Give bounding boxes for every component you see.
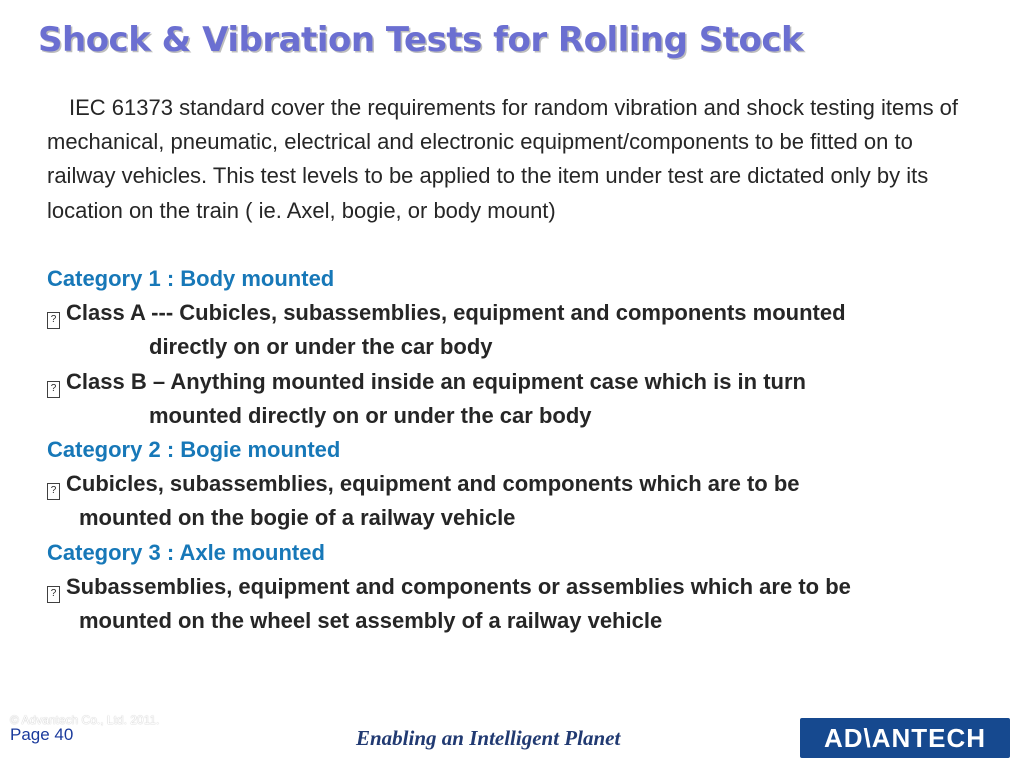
bullet-continuation: mounted on the bogie of a railway vehicle [79,505,516,531]
bullet-box-icon: ? [47,381,60,398]
category-1-class-b-item [47,365,977,399]
page-number: Page 40 [10,725,74,744]
category-1-class-a-item [47,296,977,330]
bullet-continuation: mounted on the wheel set assembly of a railway vehicle [79,608,663,634]
bullet-continuation: mounted directly on or under the car body [149,402,592,428]
bullet-continuation: directly on or under the car body [149,334,493,360]
slide-body [47,91,977,638]
category-2-item [47,467,977,501]
bullet-box-icon: ? [47,483,60,500]
bullet-box-icon: ? [47,312,60,329]
bullet-text: Cubicles, subassemblies, equipment and components which are to be [66,471,800,497]
advantech-logo [800,718,1010,758]
slide-footer [0,700,1024,768]
bullet-text: Class B – Anything mounted inside an equipment case which is in turn [66,368,806,394]
logo-wordmark: AD\ANTECH [823,723,987,753]
copyright-notice: © Advantech Co., Ltd. 2011. [10,713,160,727]
bullet-text: Subassemblies, equipment and components or assemblies which are to be [66,573,851,599]
bullet-box-icon: ? [47,586,60,603]
category-2-heading: Category 2 : Bogie mounted [47,437,341,463]
paragraph-spacer [47,228,977,262]
company-tagline: Enabling an Intelligent Planet [356,726,621,750]
category-3-heading: Category 3 : Axle mounted [47,539,325,565]
slide-title: Shock & Vibration Tests for Rolling Stock [38,20,804,60]
bullet-text: Class A --- Cubicles, subassemblies, equipment and components mounted [66,300,846,326]
category-3-item [47,570,977,604]
intro-paragraph: IEC 61373 standard cover the requirements for random vibration and shock testing items of mechanical, pneumatic, electrical and electronic equipment/components to be fitted on to railway vehicles. This test levels to be applied to the item under test are dictated only by its location on the train ( ie. Axel, bogie, or body mount) [47,95,959,223]
category-1-heading: Category 1 : Body mounted [47,266,335,291]
